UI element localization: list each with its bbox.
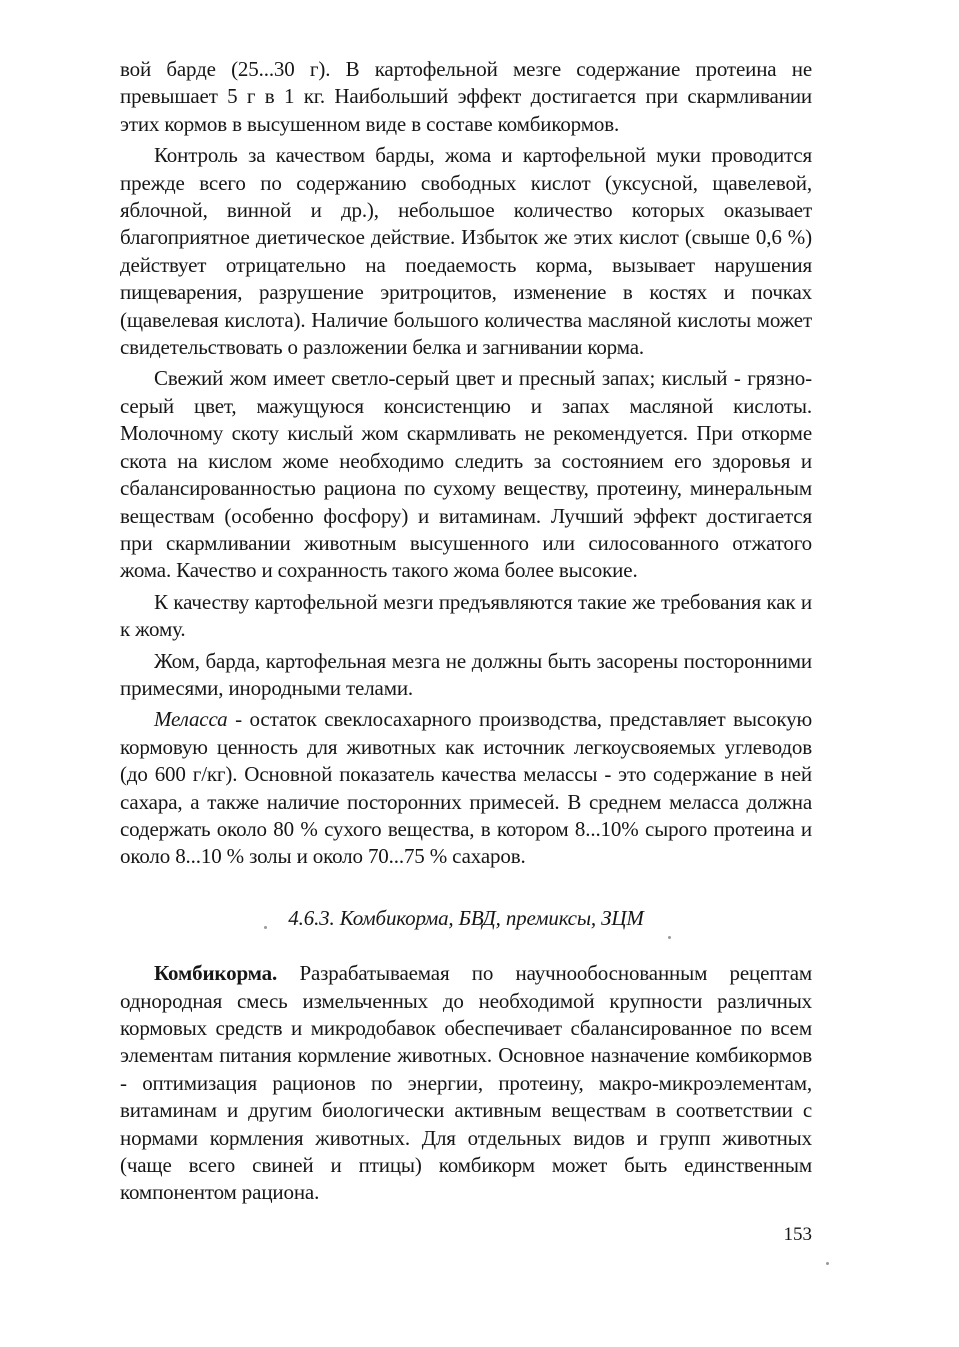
paragraph-5: Жом, барда, картофельная мезга не должны быть засорены посторонними примесями, инородными телами. bbox=[120, 648, 812, 700]
scan-speck bbox=[668, 936, 671, 939]
term-kombikorma: Комбикорма. bbox=[154, 961, 278, 986]
paragraph-7 bbox=[120, 960, 812, 1207]
term-melassa: Меласса bbox=[154, 707, 228, 732]
page-number: 153 bbox=[783, 1224, 812, 1245]
paragraph-2: Контроль за качеством барды, жома и картофельной муки проводится прежде всего по содержанию свободных кислот (уксусной, щавелевой, яблочной, винной и др.), небольшое количество которых оказывает благоприятное диетическое действие. Избыток же этих кислот (свыше 0,6 %) действует отрицательно на поедаемость корма, вызывает нарушения пищеварения, разрушение эритроцитов, изменение в костях и почках (щавелевая кислота). Наличие большого количества масляной кислоты может свидетельствовать о разложении белка и загнивании корма. bbox=[120, 143, 812, 360]
paragraph-7-text: Разрабатываемая по научнообоснованным рецептам однородная смесь измельченных до необходимой крупности различных кормовых средств и микродобавок обеспечивает сбалансированное по всем элементам питания кормление животных. Основное назначение комбикормов - оптимизация рационов по энергии, протеину, макро-микроэлементам, витаминам и другим биологически активным веществам в соответствии с нормами кормления животных. Для отдельных видов и групп животных (чаще всего свиней и птицы) комбикорм может быть единственным компонентом рациона. bbox=[120, 961, 812, 1205]
paragraph-3: Свежий жом имеет светло-серый цвет и пресный запах; кислый - грязно-серый цвет, мажущуюся консистенцию и запах масляной кислоты. Молочному скоту кислый жом скармливать не рекомендуется. При откорме скота на кислом жоме необходимо следить за состоянием его здоровья и сбалансированностью рациона по сухому веществу, протеину, минеральным веществам (особенно фосфору) и витаминам. Лучший эффект достигается при скармливании животным высушенного или силосованного отжатого жома. Качество и сохранность такого жома более высокие. bbox=[120, 366, 812, 583]
scan-speck bbox=[826, 1262, 829, 1265]
paragraph-6 bbox=[120, 706, 812, 870]
paragraph-4: К качеству картофельной мезги предъявляются такие же требования как и к жому. bbox=[120, 589, 812, 642]
paragraph-6-text: - остаток свеклосахарного производства, представляет высокую кормовую ценность для животных как источник легкоусвояемых углеводов (до 600 г/кг). Основной показатель качества мелассы - это содержание в ней сахара, а также наличие посторонних примесей. В среднем меласса должна содержать около 80 % сухого вещества, в котором 8...10% сырого протеина и около 8...10 % золы и около 70...75 % сахаров. bbox=[120, 707, 812, 869]
scan-speck bbox=[264, 926, 267, 929]
book-page-text bbox=[120, 56, 812, 1207]
paragraph-1: вой барде (25...30 г). В картофельной мезге содержание протеина не превышает 5 г в 1 кг. Наибольший эффект достигается при скармливании этих кормов в высушенном виде в составе комбикормов. bbox=[120, 57, 812, 136]
section-heading: 4.6.3. Комбикорма, БВД, премиксы, ЗЦМ bbox=[288, 905, 644, 930]
